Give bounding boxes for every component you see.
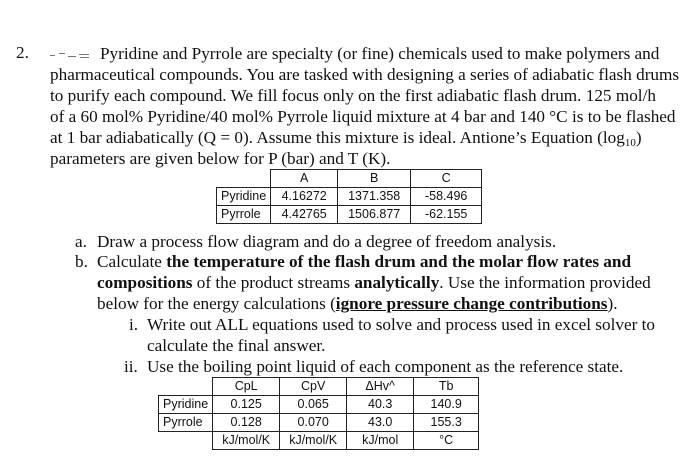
part-b-text: ). <box>607 294 618 313</box>
problem-text-1: Pyridine and Pyrrole are specialty (or fine) chemicals used to make polymers and <box>100 44 660 63</box>
thermo-unit: kJ/mol/K <box>213 432 280 450</box>
problem-line-2: pharmaceutical compounds. You are tasked with designing a series of adiabatic flash drums <box>50 65 680 84</box>
thermo-cell: 0.070 <box>280 414 347 432</box>
smudge-icon <box>50 50 96 60</box>
part-b-text: below for the energy calculations ( <box>97 294 336 313</box>
table-row <box>159 396 479 414</box>
sub-ii-text: Use the boiling point liquid of each component as the reference state. <box>147 357 624 376</box>
part-b-line-1 <box>97 251 631 272</box>
antoine-cell: 4.42765 <box>271 206 338 224</box>
part-b-bold-underline: ignore pressure change contributions <box>335 294 608 313</box>
thermo-cell: 40.3 <box>347 396 414 414</box>
part-b-line-2 <box>97 272 651 293</box>
part-b-bold: compositions <box>97 273 193 292</box>
part-a-label: a. <box>75 232 87 251</box>
thermo-header: CpL <box>213 378 280 396</box>
thermo-header: ΔHv^ <box>347 378 414 396</box>
problem-line-6: parameters are given below for P (bar) and T (K). <box>50 149 391 168</box>
thermo-cell: 0.065 <box>280 396 347 414</box>
antoine-cell: 4.16272 <box>271 188 338 206</box>
thermo-table <box>158 377 479 450</box>
antoine-cell: 1371.358 <box>338 188 411 206</box>
thermo-unit: kJ/mol <box>347 432 414 450</box>
antoine-table <box>216 169 482 224</box>
log-subscript: 10 <box>624 137 636 149</box>
thermo-unit: kJ/mol/K <box>280 432 347 450</box>
table-row <box>159 414 479 432</box>
problem-text-5: at 1 bar adiabatically (Q = 0). Assume this mixture is ideal. Antione’s Equation (log <box>50 128 625 147</box>
thermo-row-label: Pyrrole <box>159 414 213 432</box>
antoine-row-label: Pyrrole <box>217 206 271 224</box>
thermo-cell: 43.0 <box>347 414 414 432</box>
antoine-header-row <box>217 170 482 188</box>
antoine-header-c: C <box>411 170 482 188</box>
thermo-cell: 140.9 <box>414 396 479 414</box>
sub-i-line-2: calculate the final answer. <box>147 336 326 355</box>
table-row <box>217 188 482 206</box>
thermo-row-label: Pyridine <box>159 396 213 414</box>
sub-i-label: i. <box>129 315 139 334</box>
problem-line-1 <box>50 43 659 64</box>
thermo-cell: 0.128 <box>213 414 280 432</box>
antoine-cell: -62.155 <box>411 206 482 224</box>
antoine-header-a: A <box>271 170 338 188</box>
problem-number: 2. <box>16 43 29 62</box>
problem-line-3: to purify each compound. We fill focus only on the first adiabatic flash drum. 125 mol/h <box>50 86 656 105</box>
thermo-header-row <box>159 378 479 396</box>
antoine-header-b: B <box>338 170 411 188</box>
part-a-text: Draw a process flow diagram and do a degree of freedom analysis. <box>97 232 557 251</box>
part-b-label: b. <box>75 252 88 271</box>
antoine-row-label: Pyridine <box>217 188 271 206</box>
problem-line-4: of a 60 mol% Pyridine/40 mol% Pyrrole liquid mixture at 4 bar and 140 °C is to be flashed <box>50 107 676 126</box>
antoine-cell: -58.496 <box>411 188 482 206</box>
table-row <box>217 206 482 224</box>
part-b-bold: the temperature of the flash drum and the molar flow rates and <box>166 252 632 271</box>
part-b-bold: analytically <box>354 273 440 292</box>
thermo-header: Tb <box>414 378 479 396</box>
part-b-text: . Use the information provided <box>439 273 651 292</box>
part-b-line-3 <box>97 293 618 314</box>
part-b-text: Calculate <box>97 252 167 271</box>
thermo-cell: 155.3 <box>414 414 479 432</box>
thermo-cell: 0.125 <box>213 396 280 414</box>
thermo-unit: °C <box>414 432 479 450</box>
sub-i-line-1: Write out ALL equations used to solve and process used in excel solver to <box>147 315 655 334</box>
thermo-units-row <box>159 432 479 450</box>
antoine-cell: 1506.877 <box>338 206 411 224</box>
log-close: ) <box>635 128 642 147</box>
part-b-text: of the product streams <box>192 273 355 292</box>
thermo-header: CpV <box>280 378 347 396</box>
sub-ii-label: ii. <box>124 357 138 376</box>
